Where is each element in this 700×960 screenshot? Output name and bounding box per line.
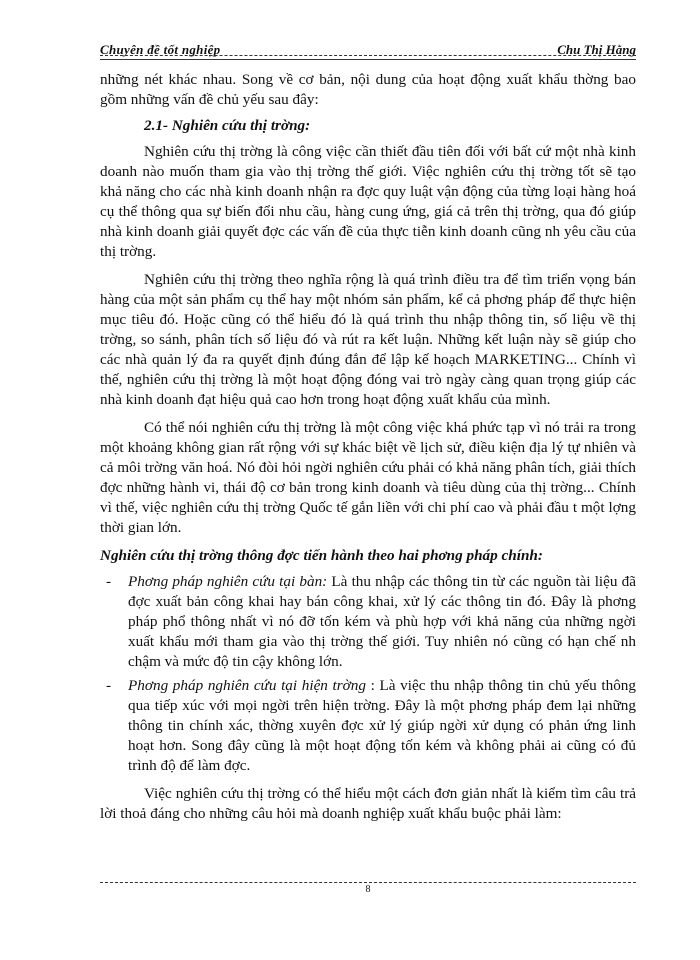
list-item <box>100 572 636 672</box>
paragraph-3: Có thể nói nghiên cứu thị trờng là một công việc khá phức tạp vì nó trải ra trong một khoảng không gian rất rộng với sự khác biệt về lịch sử, điều kiện địa lý tự nhiên và cả môi trờng văn hoá. Nó đòi hỏi ngời nghiên cứu phải có khả năng phân tích, giải thích đợc những hành vi, thái độ cơ bản trong kinh doanh và tiêu dùng của thị trờng... Chính vì thế, việc nghiên cứu thị trờng Quốc tế gắn liền với chi phí cao và phải đầu t một lợng thời gian lớn. <box>100 419 636 536</box>
paragraph-4: Việc nghiên cứu thị trờng có thể hiểu một cách đơn giản nhất là kiểm tìm câu trả lời thoả đáng cho những câu hỏi mà doanh nghiệp xuất khẩu buộc phải làm: <box>100 785 636 822</box>
page-header <box>100 42 636 62</box>
page-number: 8 <box>365 884 371 895</box>
bullet-dash: - <box>106 677 112 694</box>
page-body <box>100 70 636 824</box>
paragraph-1: Nghiên cứu thị trờng là công việc cần thiết đầu tiên đối với bất cứ một nhà kinh doanh nào muốn tham gia vào thị trờng thế giới. Việc nghiên cứu thị trờng tốt sẽ tạo khả năng cho các nhà kinh doanh nhận ra đợc quy luật vận động của từng loại hàng hoá cụ thể thông qua sự biến đổi nhu cầu, hàng cung ứng, giá cả trên thị trờng, qua đó giúp nhà kinh doanh giải quyết đợc các vấn đề của thực tiễn kinh doanh cũng nh yêu cầu của thị trờng. <box>100 143 636 260</box>
header-rule <box>100 59 636 60</box>
header-divider <box>100 55 636 56</box>
bullet-lead: Phơng pháp nghiên cứu tại bàn: <box>128 573 328 590</box>
paragraph-2: Nghiên cứu thị trờng theo nghĩa rộng là quá trình điều tra để tìm triển vọng bán hàng của một sản phẩm cụ thể hay một nhóm sản phẩm, kể cả phơng pháp để thực hiện mục tiêu đó. Hoặc cũng có thể hiểu đó là quá trình thu nhập thông tin, số liệu về thị trờng, so sánh, phân tích số liệu đó và rút ra kết luận. Những kết luận này sẽ giúp cho các nhà quản lý đa ra quyết định đúng đắn để lập kế hoạch MARKETING... Chính vì thế, nghiên cứu thị trờng là một hoạt động đóng vai trò ngày càng quan trọng giúp các nhà kinh doanh đạt hiệu quả cao hơn trong hoạt động xuất khẩu của mình. <box>100 271 636 408</box>
bullet-text: : Là việc thu nhập thông tin chủ yếu thông qua tiếp xúc với mọi ngời trên hiện trờng. Đây là một phơng pháp đem lại những thông tin chính xác, thờng xuyên đợc xử lý giúp ngời xử dụng có phản ứng linh hoạt hơn. Song đây cũng là một hoạt động tốn kém và không phải ai cũng có đủ trình độ để làm đợc. <box>128 677 636 774</box>
section-title: Nghiên cứu thị trờng thông đợc tiến hành theo hai phơng pháp chính: <box>100 547 543 564</box>
list-item <box>100 676 636 776</box>
page-footer <box>100 878 636 902</box>
subheading: 2.1- Nghiên cứu thị trờng: <box>144 117 311 134</box>
header-title: Chuyên đề tốt nghiệp <box>100 42 221 57</box>
paragraph-intro: những nét khác nhau. Song về cơ bản, nội dung của hoạt động xuất khẩu thờng bao gồm những vấn đề chủ yếu sau đây: <box>100 71 636 108</box>
bullet-dash: - <box>106 573 112 590</box>
footer-divider <box>100 882 636 883</box>
bullet-text: Là thu nhập các thông tin từ các nguồn tài liệu đã đợc xuất bản công khai hay bán công khai, xử lý các thông tin đó. Đây là phơng pháp phổ thông nhất vì nó đỡ tốn kém và phù hợp với khả năng của những ngời xuất khẩu mới tham gia vào thị trờng thế giới. Tuy nhiên nó cũng có hạn chế nh chậm và mức độ tin cậy không lớn. <box>128 573 636 670</box>
header-author: Chu Thị Hằng <box>557 42 636 57</box>
bullet-lead: Phơng pháp nghiên cứu tại hiện trờng <box>128 677 366 694</box>
